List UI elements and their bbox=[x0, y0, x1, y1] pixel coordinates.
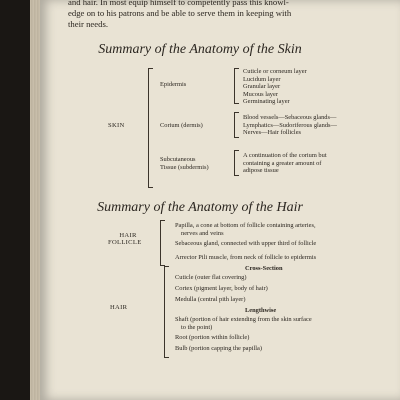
intro-line-2: edge on to his patrons and be able to serve them in keeping with bbox=[68, 8, 292, 18]
skin-label: SKIN bbox=[108, 122, 125, 129]
corium-detail-3: Nerves—Hair follicles bbox=[243, 129, 302, 137]
lengthwise-item-2: Root (portion within follicle) bbox=[175, 334, 250, 341]
follicle-item-1 bbox=[175, 222, 316, 237]
lengthwise-item-1-line-1: Shaft (portion of hair extending from the skin surface bbox=[175, 316, 312, 323]
follicle-item-2: Sebaceous gland, connected with upper third of follicle bbox=[175, 240, 317, 247]
subcutaneous-detail bbox=[243, 152, 327, 175]
intro-line-1: and hair. In most equip himself to competently pass this knowl- bbox=[68, 0, 289, 7]
lengthwise-heading: Lengthwise bbox=[245, 307, 277, 314]
epidermis-detail-5: Germinating layer bbox=[243, 98, 290, 106]
cross-section-item-1: Cuticle (outer flat covering) bbox=[175, 274, 247, 281]
hair-follicle-label-1: HAIR bbox=[119, 232, 137, 239]
subcutaneous-label bbox=[160, 156, 209, 171]
skin-title: Summary of the Anatomy of the Skin bbox=[98, 42, 302, 57]
cross-section-item-2: Cortex (pigment layer, body of hair) bbox=[175, 285, 268, 292]
follicle-item-3: Arrector Pili muscle, from neck of follicle to epidermis bbox=[175, 254, 317, 261]
epidermis-detail-2: Lucidum layer bbox=[243, 75, 281, 83]
corium-label: Corium (dermis) bbox=[160, 122, 203, 129]
epidermis-label: Epidermis bbox=[160, 81, 187, 88]
follicle-brace bbox=[160, 220, 165, 266]
epidermis-detail-3: Granular layer bbox=[243, 83, 281, 91]
skin-brace bbox=[148, 68, 153, 188]
epidermis-detail bbox=[243, 68, 307, 106]
hair-follicle-label bbox=[108, 232, 148, 246]
lengthwise-item-3: Bulb (portion capping the papilla) bbox=[175, 345, 262, 352]
epidermis-detail-4: Mucous layer bbox=[243, 90, 278, 98]
subcutaneous-detail-2: containing a greater amount of bbox=[243, 159, 322, 167]
cross-section-heading: Cross-Section bbox=[245, 265, 283, 272]
subcutaneous-brace bbox=[234, 150, 239, 176]
follicle-item-1-line-1: Papilla, a cone at bottom of follicle containing arteries, bbox=[175, 222, 316, 229]
subcutaneous-label-2: Tissue (subdermis) bbox=[160, 163, 209, 171]
corium-detail bbox=[243, 114, 337, 137]
epidermis-brace bbox=[234, 68, 239, 104]
hair-follicle-label-2: FOLLICLE bbox=[108, 239, 142, 246]
intro-line-3: their needs. bbox=[68, 19, 109, 29]
subcutaneous-detail-3: adipose tissue bbox=[243, 167, 279, 175]
corium-detail-1: Blood vessels—Sebaceous glands— bbox=[243, 114, 337, 121]
subcutaneous-label-1: Subcutaneous bbox=[160, 156, 196, 163]
hair-title: Summary of the Anatomy of the Hair bbox=[97, 200, 303, 215]
corium-detail-2: Lymphatics—Sudoriferous glands— bbox=[243, 121, 337, 129]
corium-brace bbox=[234, 112, 239, 138]
cross-section-item-3: Medulla (central pith layer) bbox=[175, 296, 246, 303]
epidermis-detail-1: Cuticle or corneum layer bbox=[243, 68, 307, 75]
lengthwise-item-1 bbox=[175, 316, 312, 331]
follicle-item-1-line-2: nerves and veins bbox=[181, 229, 224, 237]
lengthwise-item-1-line-2: to the point) bbox=[181, 323, 213, 331]
hair-label: HAIR bbox=[110, 304, 128, 311]
subcutaneous-detail-1: A continuation of the corium but bbox=[243, 152, 327, 159]
hair-brace bbox=[164, 266, 169, 358]
